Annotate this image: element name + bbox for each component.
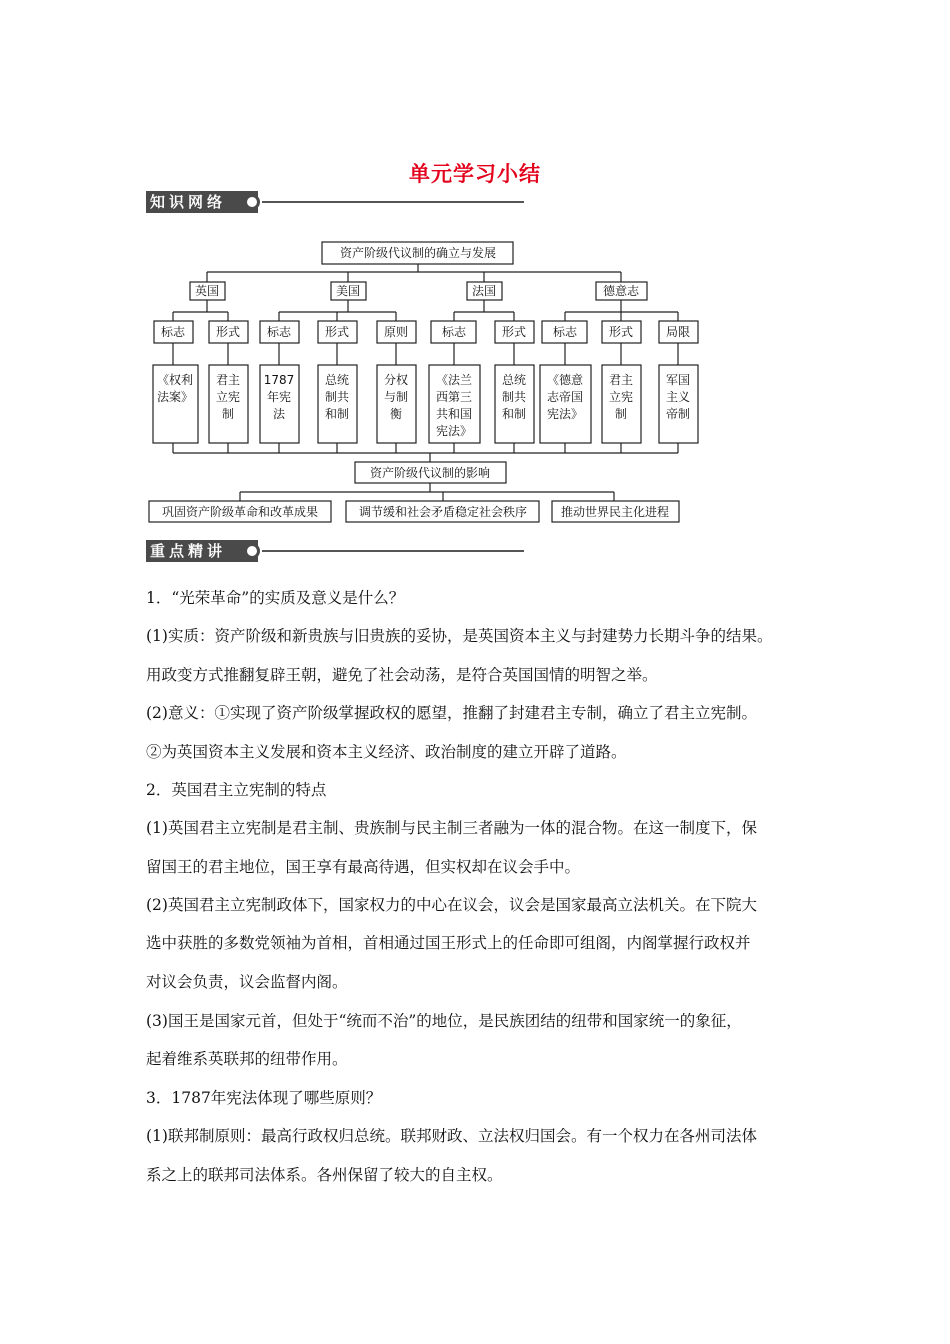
paragraph-line: (3)国王是国家元首，但处于“统而不治”的地位，是民族团结的纽带和国家统一的象征， bbox=[146, 1012, 742, 1030]
detail-line: 制 bbox=[221, 407, 235, 421]
detail-line: 和制 bbox=[501, 407, 527, 421]
diagram-root-label: 资产阶级代议制的确立与发展 bbox=[339, 246, 497, 260]
country-label: 法国 bbox=[471, 284, 497, 298]
paragraph-line: 留国王的君主地位，国王享有最高待遇，但实权却在议会手中。 bbox=[146, 858, 581, 876]
paragraph-line: (2)意义：①实现了资产阶级掌握政权的愿望，推翻了封建君主专制，确立了君主立宪制。 bbox=[146, 704, 757, 722]
effect-label: 推动世界民主化进程 bbox=[560, 505, 670, 519]
detail-line: 法 bbox=[272, 407, 286, 421]
diagram-effects bbox=[149, 501, 679, 522]
category-label: 形式 bbox=[215, 325, 241, 339]
country-label: 美国 bbox=[335, 284, 361, 298]
detail-line: 法案》 bbox=[156, 390, 194, 404]
paragraph-line: 对议会负责，议会监督内阁。 bbox=[146, 973, 348, 991]
category-label: 标志 bbox=[266, 325, 292, 339]
paragraph-line: (1)联邦制原则：最高行政权归总统。联邦财政、立法权归国会。有一个权力在各州司法体 bbox=[146, 1127, 757, 1145]
diagram-details bbox=[153, 365, 698, 443]
diagram-country-de bbox=[596, 282, 647, 300]
knowledge-network-diagram bbox=[0, 0, 950, 540]
detail-line: 西第三 bbox=[435, 390, 473, 404]
paragraph-line: 系之上的联邦司法体系。各州保留了较大的自主权。 bbox=[146, 1166, 503, 1184]
question-heading: 2．英国君主立宪制的特点 bbox=[146, 781, 327, 799]
paragraph-line: ②为英国资本主义发展和资本主义经济、政治制度的建立开辟了道路。 bbox=[146, 743, 627, 761]
question-heading: 1．“光荣革命”的实质及意义是什么？ bbox=[146, 589, 405, 607]
paragraph-line: 选中获胜的多数党领袖为首相，首相通过国王形式上的任命即可组阁，内阁掌握行政权并 bbox=[146, 934, 751, 952]
detail-line: 君主 bbox=[215, 373, 241, 387]
diagram-influence-node bbox=[355, 462, 506, 483]
detail-line: 分权 bbox=[383, 373, 409, 387]
detail-line: 制共 bbox=[501, 390, 527, 404]
detail-line: 宪法》 bbox=[435, 424, 473, 438]
effect-label: 巩固资产阶级革命和改革成果 bbox=[161, 505, 319, 519]
paragraph-line: 用政变方式推翻复辟王朝，避免了社会动荡，是符合英国国情的明智之举。 bbox=[146, 666, 658, 684]
detail-line: 志帝国 bbox=[546, 390, 584, 404]
influence-label: 资产阶级代议制的影响 bbox=[369, 466, 491, 480]
detail-line: 帝制 bbox=[665, 407, 691, 421]
category-label: 局限 bbox=[665, 325, 691, 339]
diagram-country-uk bbox=[190, 282, 225, 300]
diagram-categories bbox=[154, 321, 698, 343]
page-title: 单元学习小结 bbox=[409, 161, 541, 186]
detail-line: 制共 bbox=[324, 390, 350, 404]
diagram-country-fr bbox=[467, 282, 502, 300]
detail-line: 年宪 bbox=[266, 390, 292, 404]
section-rule bbox=[262, 550, 524, 552]
detail-line: 立宪 bbox=[608, 390, 634, 404]
detail-line: 立宪 bbox=[215, 390, 241, 404]
section-label: 重点精讲 bbox=[146, 540, 258, 562]
detail-line: 主义 bbox=[665, 390, 691, 404]
detail-line: 和制 bbox=[324, 407, 350, 421]
detail-line: 共和国 bbox=[435, 407, 473, 421]
category-label: 形式 bbox=[608, 325, 634, 339]
diagram-root-node bbox=[322, 242, 513, 264]
detail-line: 《权利 bbox=[156, 373, 194, 387]
question-heading: 3．1787年宪法体现了哪些原则？ bbox=[146, 1089, 382, 1107]
detail-line: 与制 bbox=[383, 390, 409, 404]
detail-line: 衡 bbox=[389, 407, 403, 421]
country-label: 德意志 bbox=[602, 284, 640, 298]
detail-line: 《法兰 bbox=[435, 373, 473, 387]
section-header-focus bbox=[146, 540, 524, 562]
category-label: 标志 bbox=[552, 325, 578, 339]
detail-line: 1787 bbox=[263, 373, 295, 387]
category-label: 形式 bbox=[324, 325, 350, 339]
detail-line: 《德意 bbox=[546, 373, 584, 387]
category-label: 形式 bbox=[501, 325, 527, 339]
detail-line: 宪法》 bbox=[546, 407, 584, 421]
detail-line: 军国 bbox=[665, 373, 691, 387]
country-label: 英国 bbox=[194, 284, 220, 298]
detail-line: 制 bbox=[614, 407, 628, 421]
paragraph-line: (1)英国君主立宪制是君主制、贵族制与民主制三者融为一体的混合物。在这一制度下，保 bbox=[146, 819, 757, 837]
detail-line: 君主 bbox=[608, 373, 634, 387]
category-label: 标志 bbox=[441, 325, 467, 339]
paragraph-line: (1)实质：资产阶级和新贵族与旧贵族的妥协，是英国资本主义与封建势力长期斗争的结果。 bbox=[146, 627, 773, 645]
section-label: 知识网络 bbox=[146, 191, 258, 213]
category-label: 标志 bbox=[160, 325, 186, 339]
category-label: 原则 bbox=[383, 325, 409, 339]
diagram-country-us bbox=[331, 282, 366, 300]
detail-line: 总统 bbox=[324, 373, 350, 387]
section-dot-icon bbox=[244, 543, 260, 559]
detail-line: 总统 bbox=[501, 373, 527, 387]
effect-label: 调节缓和社会矛盾稳定社会秩序 bbox=[358, 505, 528, 519]
paragraph-line: 起着维系英联邦的纽带作用。 bbox=[146, 1050, 348, 1068]
paragraph-line: (2)英国君主立宪制政体下，国家权力的中心在议会，议会是国家最高立法机关。在下院大 bbox=[146, 896, 757, 914]
